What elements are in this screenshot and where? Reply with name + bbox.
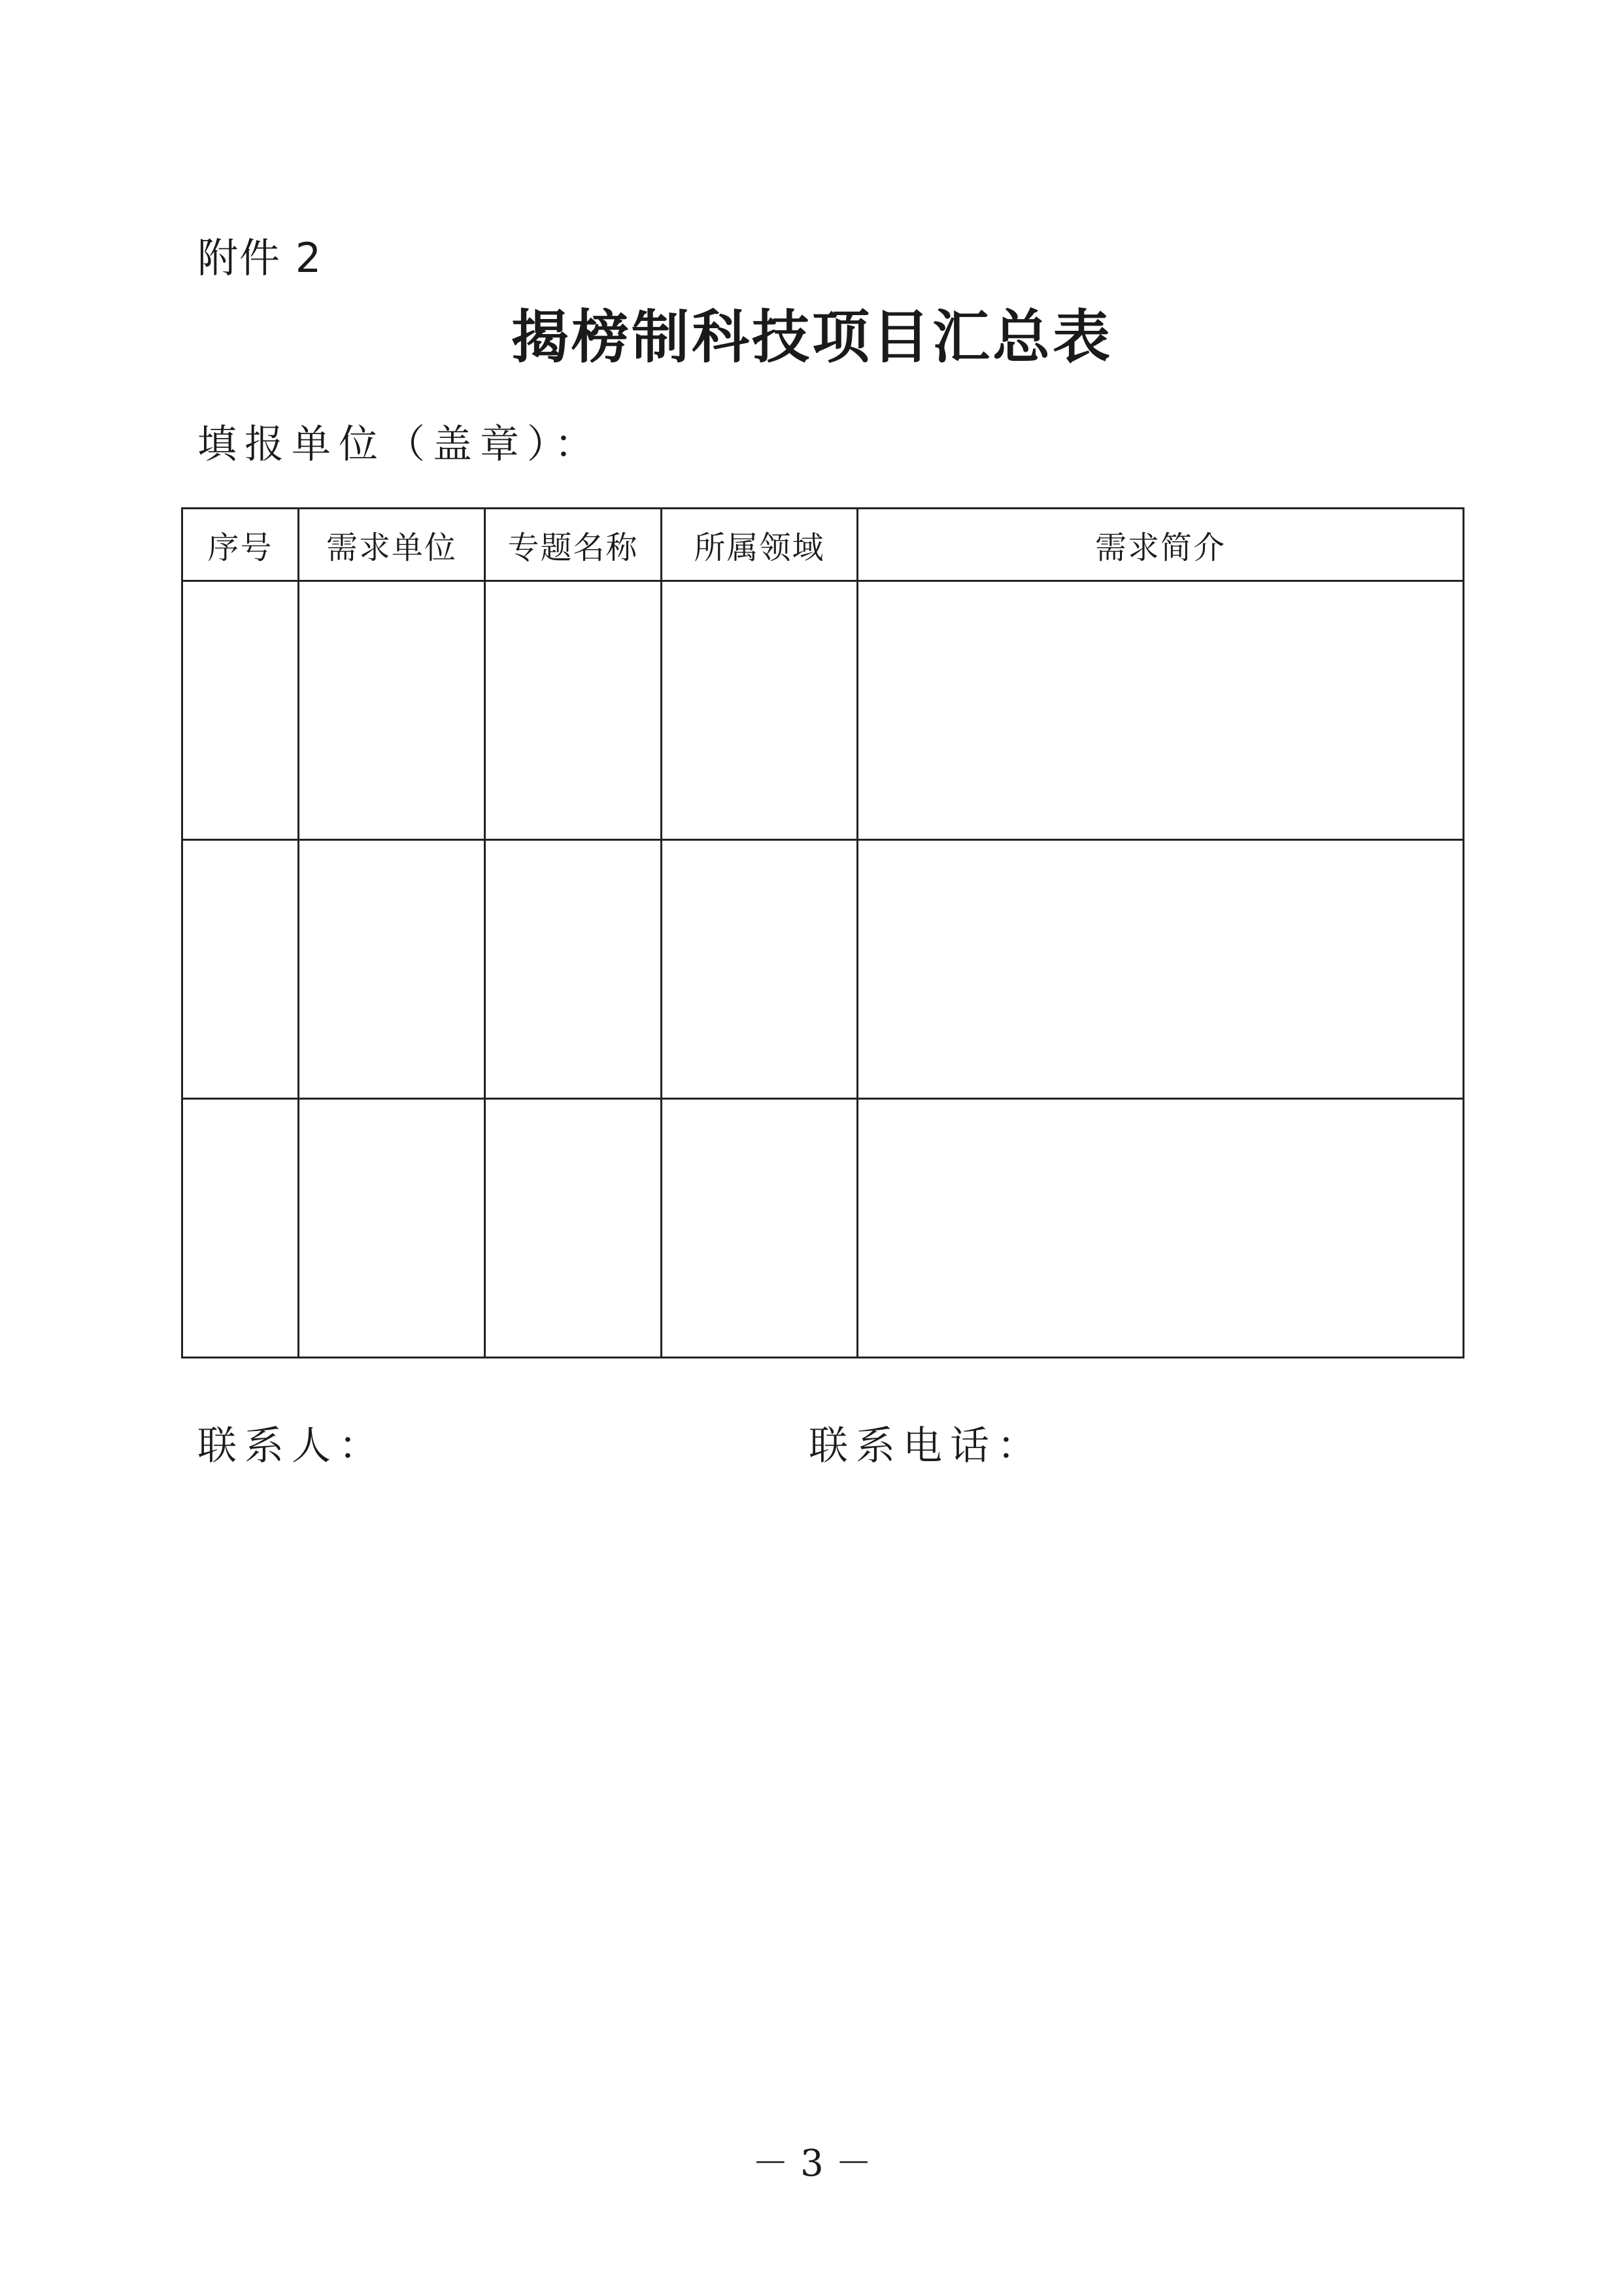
contact-phone-label: 联系电话： [809,1423,1044,1469]
table-row [182,840,1464,1099]
table-cell-topic-name[interactable] [485,1099,662,1358]
column-header-serial-number: 序号 [182,509,299,581]
column-header-topic-name: 专题名称 [485,509,662,581]
attachment-label: 附件 2 [197,234,323,282]
column-header-field: 所属领域 [662,509,858,581]
table-cell-serial-number[interactable] [182,581,299,840]
project-summary-table [181,507,1464,1358]
contact-person-label: 联系人： [197,1423,386,1469]
table-cell-field[interactable] [662,1099,858,1358]
table-row [182,581,1464,840]
table-header-row [182,509,1464,581]
table-cell-requesting-unit[interactable] [299,840,485,1099]
table-cell-serial-number[interactable] [182,1099,299,1358]
column-header-requesting-unit: 需求单位 [299,509,485,581]
table-cell-requesting-unit[interactable] [299,581,485,840]
table-cell-serial-number[interactable] [182,840,299,1099]
table-cell-topic-name[interactable] [485,581,662,840]
table-row [182,1099,1464,1358]
document-title: 揭榜制科技项目汇总表 [511,303,1113,371]
table-cell-requirement-summary[interactable] [858,581,1464,840]
column-header-requirement-summary: 需求简介 [858,509,1464,581]
table-cell-requirement-summary[interactable] [858,840,1464,1099]
table-cell-requesting-unit[interactable] [299,1099,485,1358]
table-cell-topic-name[interactable] [485,840,662,1099]
table-cell-field[interactable] [662,840,858,1099]
page-number: － 3 － [752,2142,872,2185]
table-cell-requirement-summary[interactable] [858,1099,1464,1358]
reporting-unit-label: 填报单位（盖章）： [197,422,601,467]
table-cell-field[interactable] [662,581,858,840]
